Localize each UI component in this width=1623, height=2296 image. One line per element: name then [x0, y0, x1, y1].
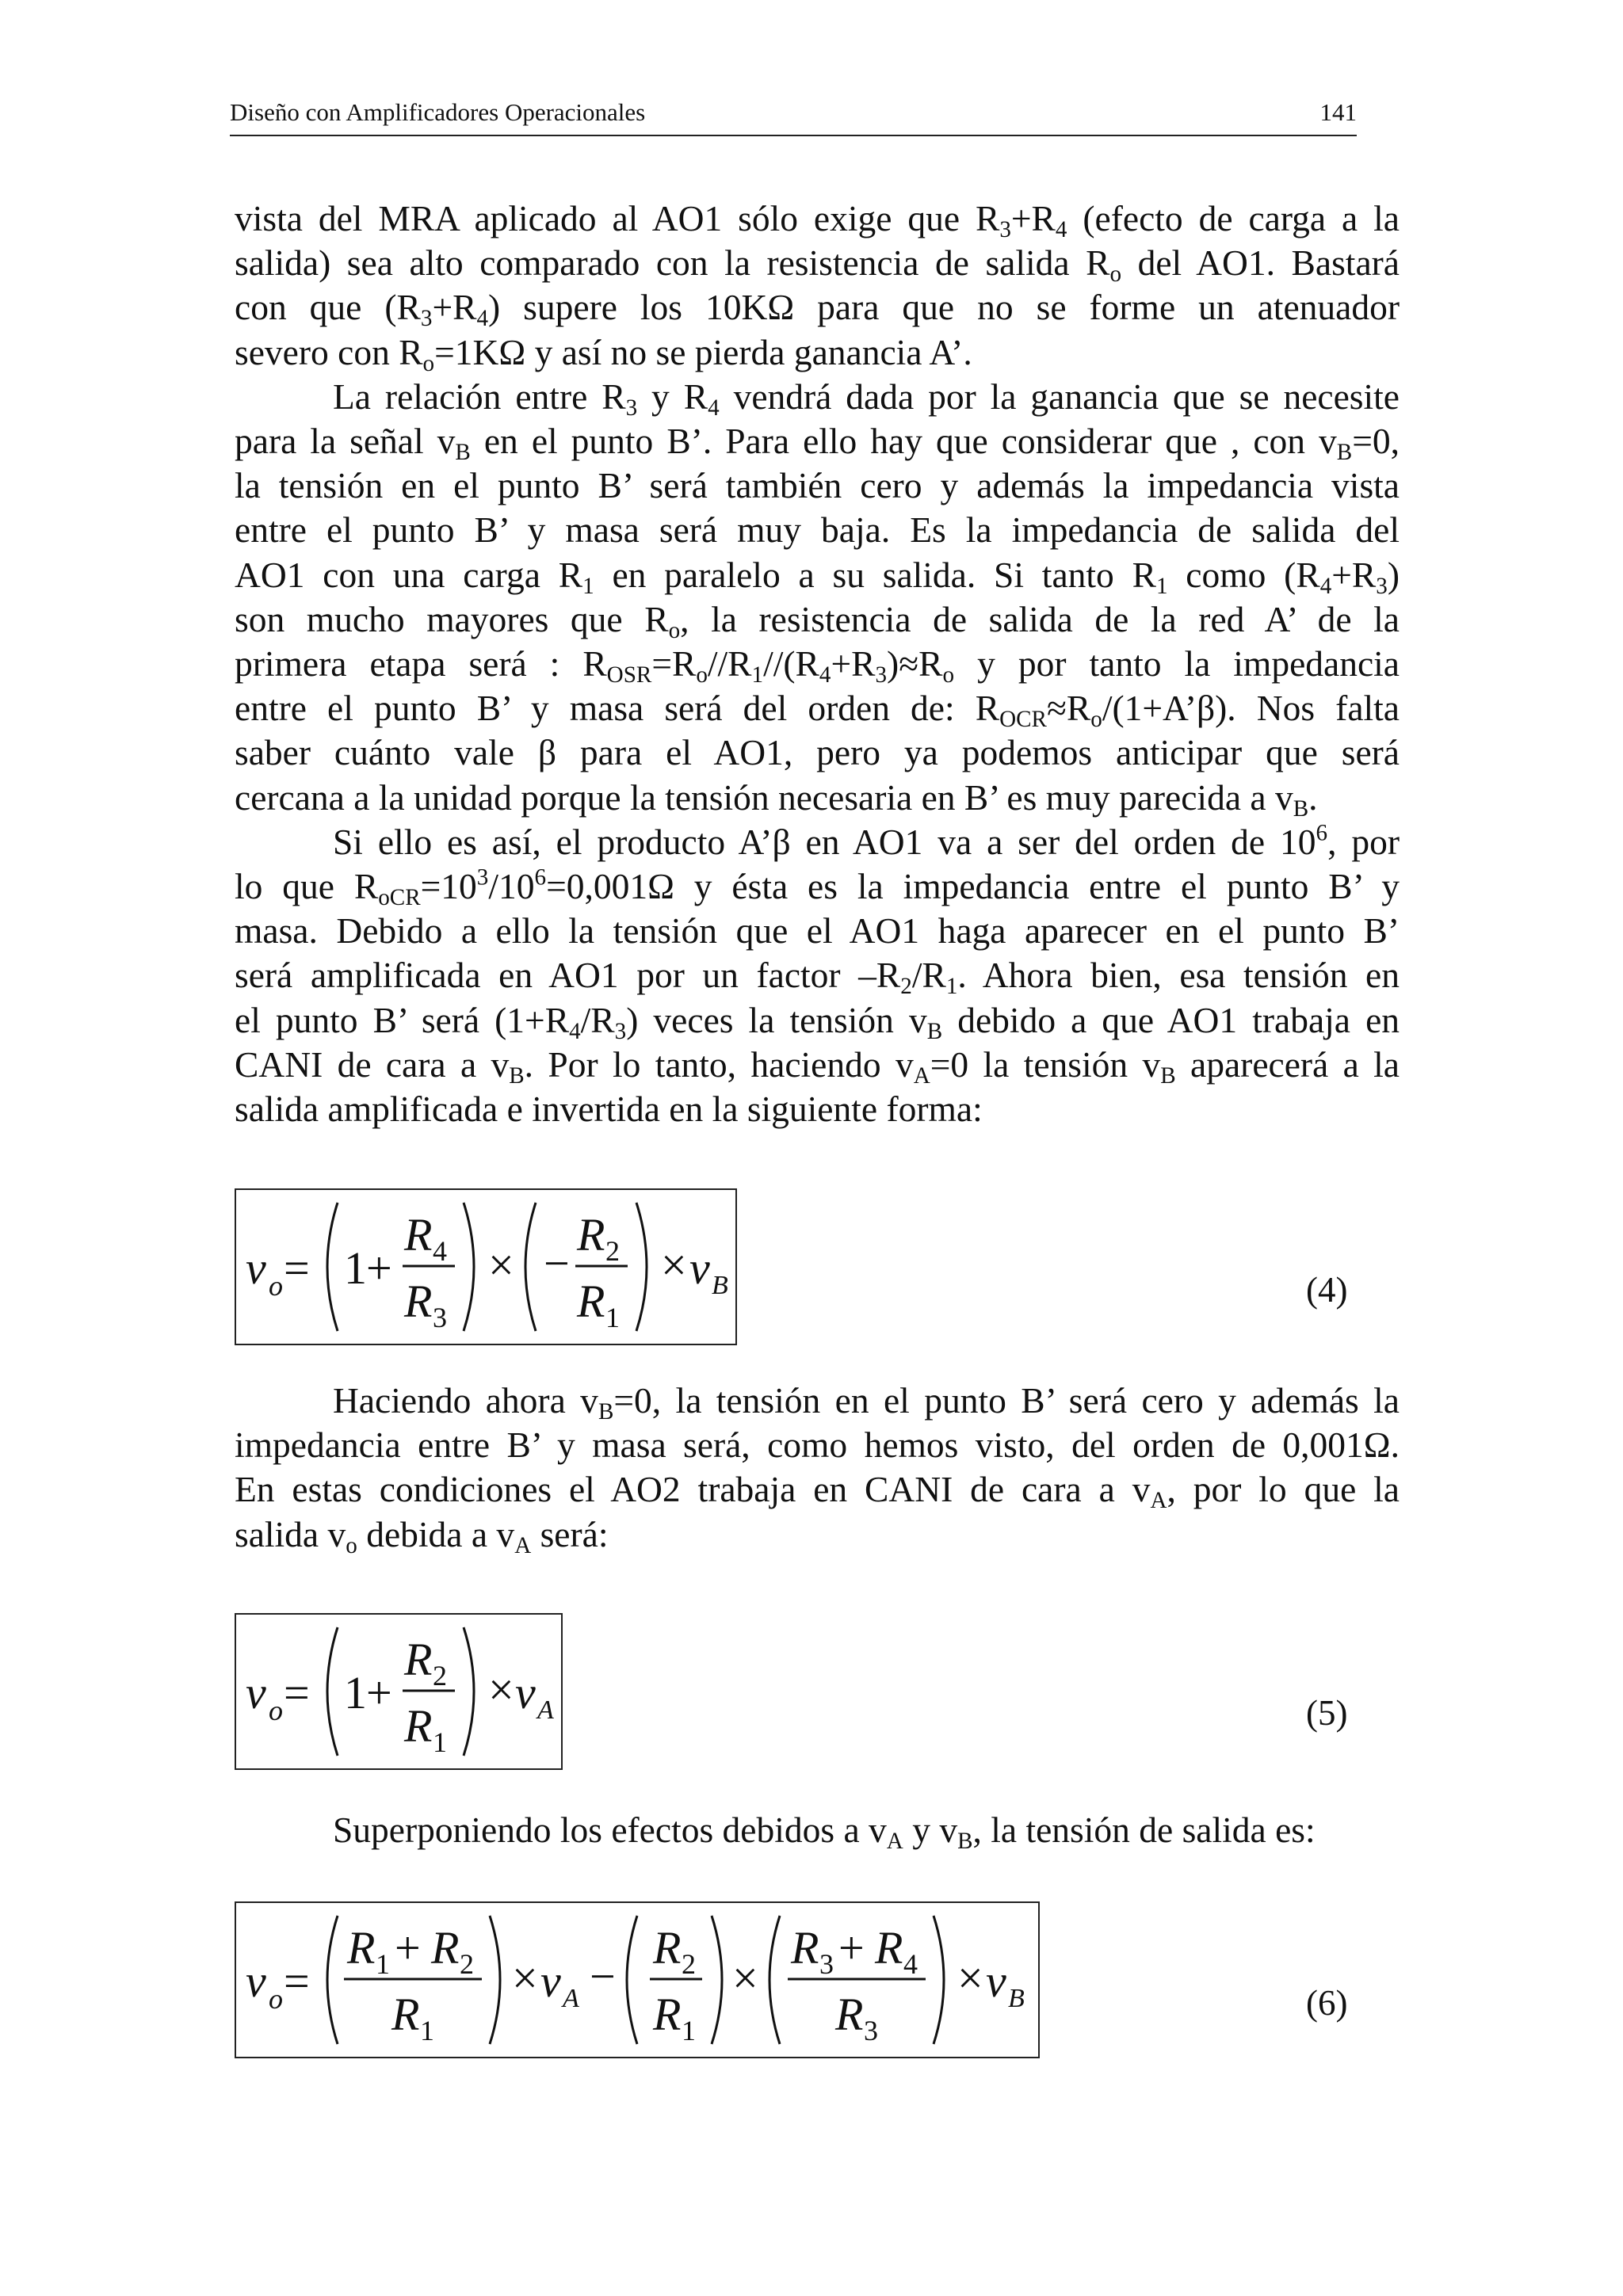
text-line: lo que $R_{oCR}=10^3/10^6=0,001\Omega$ y ésta es la impedancia entre el punto B’ y — [235, 864, 1400, 911]
equation-5 — [236, 1615, 561, 1768]
text-line: impedancia entre B’ y masa será, como hemos visto, del orden de 0,001Ω. — [235, 1425, 1400, 1466]
eq-var-v: v — [986, 1955, 1006, 2007]
eq-R: R — [404, 1276, 433, 1327]
text-line: severo con $R_o=1K\Omega$ y así no se pierda ganancia A’. — [235, 331, 972, 376]
eq-sub-3: 3 — [864, 2015, 878, 2046]
eq-sub-o: o — [269, 1983, 283, 2015]
left-paren — [769, 1916, 780, 2044]
eq-equals: = — [284, 1955, 310, 2007]
eq-sub-A: A — [537, 1695, 554, 1725]
text-line: el punto B’ será $(1+R_4/R_3)$ veces la tensión $v_B$ debido a que AO1 trabaja en — [235, 999, 1400, 1044]
equation-number-5: (5) — [1306, 1693, 1348, 1733]
text-line: son mucho mayores que $R_o$, la resistencia de salida de la red A’ de la — [235, 598, 1400, 643]
eq-sub-1: 1 — [376, 1948, 390, 1980]
text-line: La relación entre $R_3$ y $R_4$ vendrá dada por la ganancia que se necesite — [333, 376, 1400, 421]
eq-sub-1: 1 — [682, 2015, 696, 2046]
eq-var-v: v — [246, 1955, 266, 2007]
eq-sub-B: B — [712, 1271, 728, 1300]
text-line: AO1 con una carga $R_1$ en paralelo a su salida. Si tanto $R_1$ como $(R_4+R_3)$ — [235, 554, 1400, 599]
right-paren — [464, 1627, 474, 1756]
left-paren — [627, 1916, 637, 2044]
text-line: Si ello es así, el producto A’β en AO1 va a ser del orden de $10^6$, por — [333, 820, 1400, 862]
eq-sub-3: 3 — [433, 1302, 447, 1333]
eq-R: R — [404, 1209, 433, 1261]
eq-sub-4: 4 — [433, 1235, 447, 1267]
eq-var-v: v — [515, 1667, 536, 1718]
eq-sub-3: 3 — [819, 1948, 834, 1980]
eq-var-v: v — [246, 1667, 266, 1718]
text-line: cercana a la unidad porque la tensión necesaria en B’ es muy parecida a $v_B$. — [235, 776, 1318, 822]
eq-plus: + — [366, 1242, 392, 1294]
text-line: será amplificada en AO1 por un factor $-R_2/R_1$. Ahora bien, esa tensión en — [235, 955, 1400, 1000]
equation-4-box — [235, 1188, 737, 1345]
left-paren — [327, 1916, 338, 2044]
text-line: vista del MRA aplicado al AO1 sólo exige que $R_3+R_4$ (efecto de carga a la — [235, 198, 1400, 243]
eq-equals: = — [284, 1667, 310, 1718]
right-paren — [934, 1916, 944, 2044]
eq-var-v: v — [246, 1242, 266, 1294]
body-text-middle — [235, 1379, 1400, 1557]
equation-6 — [236, 1903, 1038, 2057]
eq-one: 1 — [344, 1667, 367, 1718]
eq-minus: − — [544, 1238, 570, 1289]
text-line: para la señal $v_B$ en el punto B’. Para ello hay que considerar que , con $v_B=0$, — [235, 421, 1400, 466]
eq-sub-o: o — [269, 1270, 283, 1302]
text-line: Haciendo ahora $v_B=0$, la tensión en el punto B’ será cero y además la — [333, 1380, 1400, 1425]
text-line: salida $v_o$ debida a $v_A$ será: — [235, 1513, 609, 1558]
body-text-bottom — [235, 1808, 1400, 1855]
eq-R: R — [404, 1700, 433, 1752]
eq-R: R — [577, 1209, 605, 1261]
eq-sub-4: 4 — [903, 1948, 918, 1980]
eq-sub-2: 2 — [460, 1948, 474, 1980]
eq-minus: − — [590, 1951, 616, 2002]
text-line: entre el punto B’ y masa será muy baja. Es la impedancia de salida del — [235, 509, 1400, 551]
eq-R: R — [835, 1989, 864, 2040]
eq-R: R — [577, 1276, 605, 1327]
eq-R: R — [653, 1989, 682, 2040]
right-paren — [712, 1916, 722, 2044]
eq-var-v: v — [689, 1242, 710, 1294]
equation-5-box — [235, 1613, 563, 1770]
right-paren — [636, 1203, 647, 1331]
body-text-top — [235, 196, 1400, 1131]
eq-sub-A: A — [563, 1984, 579, 2013]
text-line: masa. Debido a ello la tensión que el AO1 haga aparecer en el punto B’ — [235, 910, 1400, 952]
right-paren — [490, 1916, 500, 2044]
equation-number-4: (4) — [1306, 1270, 1348, 1310]
eq-R: R — [391, 1989, 420, 2040]
text-line: Superponiendo los efectos debidos a $v_A$ y $v_B$, la tensión de salida es: — [333, 1810, 1316, 1855]
eq-times: × — [661, 1239, 687, 1291]
text-line: la tensión en el punto B’ será también cero y además la impedancia vista — [235, 465, 1400, 506]
eq-times: × — [957, 1952, 983, 2004]
eq-R: R — [347, 1922, 376, 1974]
eq-sub-o: o — [269, 1695, 283, 1726]
eq-times: × — [488, 1664, 514, 1715]
text-line: En estas condiciones el AO2 trabaja en CANI de cara a $v_A$, por lo que la — [235, 1469, 1400, 1514]
text-line: saber cuánto vale β para el AO1, pero ya podemos anticipar que será — [235, 732, 1400, 773]
running-title: Diseño con Amplificadores Operacionales — [230, 98, 646, 126]
equation-4 — [236, 1190, 735, 1344]
eq-equals: = — [284, 1242, 310, 1294]
eq-sub-1: 1 — [605, 1302, 620, 1333]
running-header — [230, 93, 1357, 136]
eq-times: × — [488, 1239, 514, 1291]
eq-R: R — [791, 1922, 819, 1974]
left-paren — [525, 1203, 536, 1331]
eq-sub-2: 2 — [605, 1235, 620, 1267]
page-number: 141 — [1319, 98, 1357, 126]
eq-plus: + — [395, 1922, 421, 1974]
eq-sub-2: 2 — [682, 1948, 696, 1980]
text-line: primera etapa será : $R_{OSR}=R_o//R_1//(R_4+R_3)\approx R_o$ y por tanto la impedancia — [235, 643, 1400, 688]
eq-R: R — [404, 1634, 433, 1685]
eq-times: × — [732, 1952, 758, 2004]
eq-R: R — [875, 1922, 903, 1974]
eq-sub-1: 1 — [433, 1726, 447, 1758]
eq-sub-1: 1 — [420, 2015, 434, 2046]
eq-R: R — [431, 1922, 460, 1974]
equation-number-6: (6) — [1306, 1983, 1348, 2023]
right-paren — [464, 1203, 474, 1331]
eq-var-v: v — [540, 1955, 561, 2007]
equation-6-box — [235, 1901, 1040, 2058]
eq-times: × — [512, 1952, 538, 2004]
text-line: entre el punto B’ y masa será del orden de: $R_{OCR}\approx R_o/(1+A’\beta)$. Nos falta — [235, 688, 1400, 733]
text-line: salida) sea alto comparado con la resistencia de salida $R_o$ del AO1. Bastará — [235, 242, 1400, 288]
eq-plus: + — [838, 1922, 865, 1974]
text-line: salida amplificada e invertida en la siguiente forma: — [235, 1089, 983, 1130]
text-line: CANI de cara a $v_B$. Por lo tanto, haciendo $v_A=0$ la tensión $v_B$ aparecerá a la — [235, 1043, 1400, 1089]
eq-sub-B: B — [1008, 1984, 1025, 2013]
eq-plus: + — [366, 1667, 392, 1718]
left-paren — [327, 1203, 338, 1331]
eq-one: 1 — [344, 1242, 367, 1294]
eq-R: R — [653, 1922, 682, 1974]
left-paren — [327, 1627, 338, 1756]
text-line: con que $(R_3+R_4)$ supere los 10KΩ para que no se forme un atenuador — [235, 287, 1400, 332]
eq-sub-2: 2 — [433, 1660, 447, 1691]
